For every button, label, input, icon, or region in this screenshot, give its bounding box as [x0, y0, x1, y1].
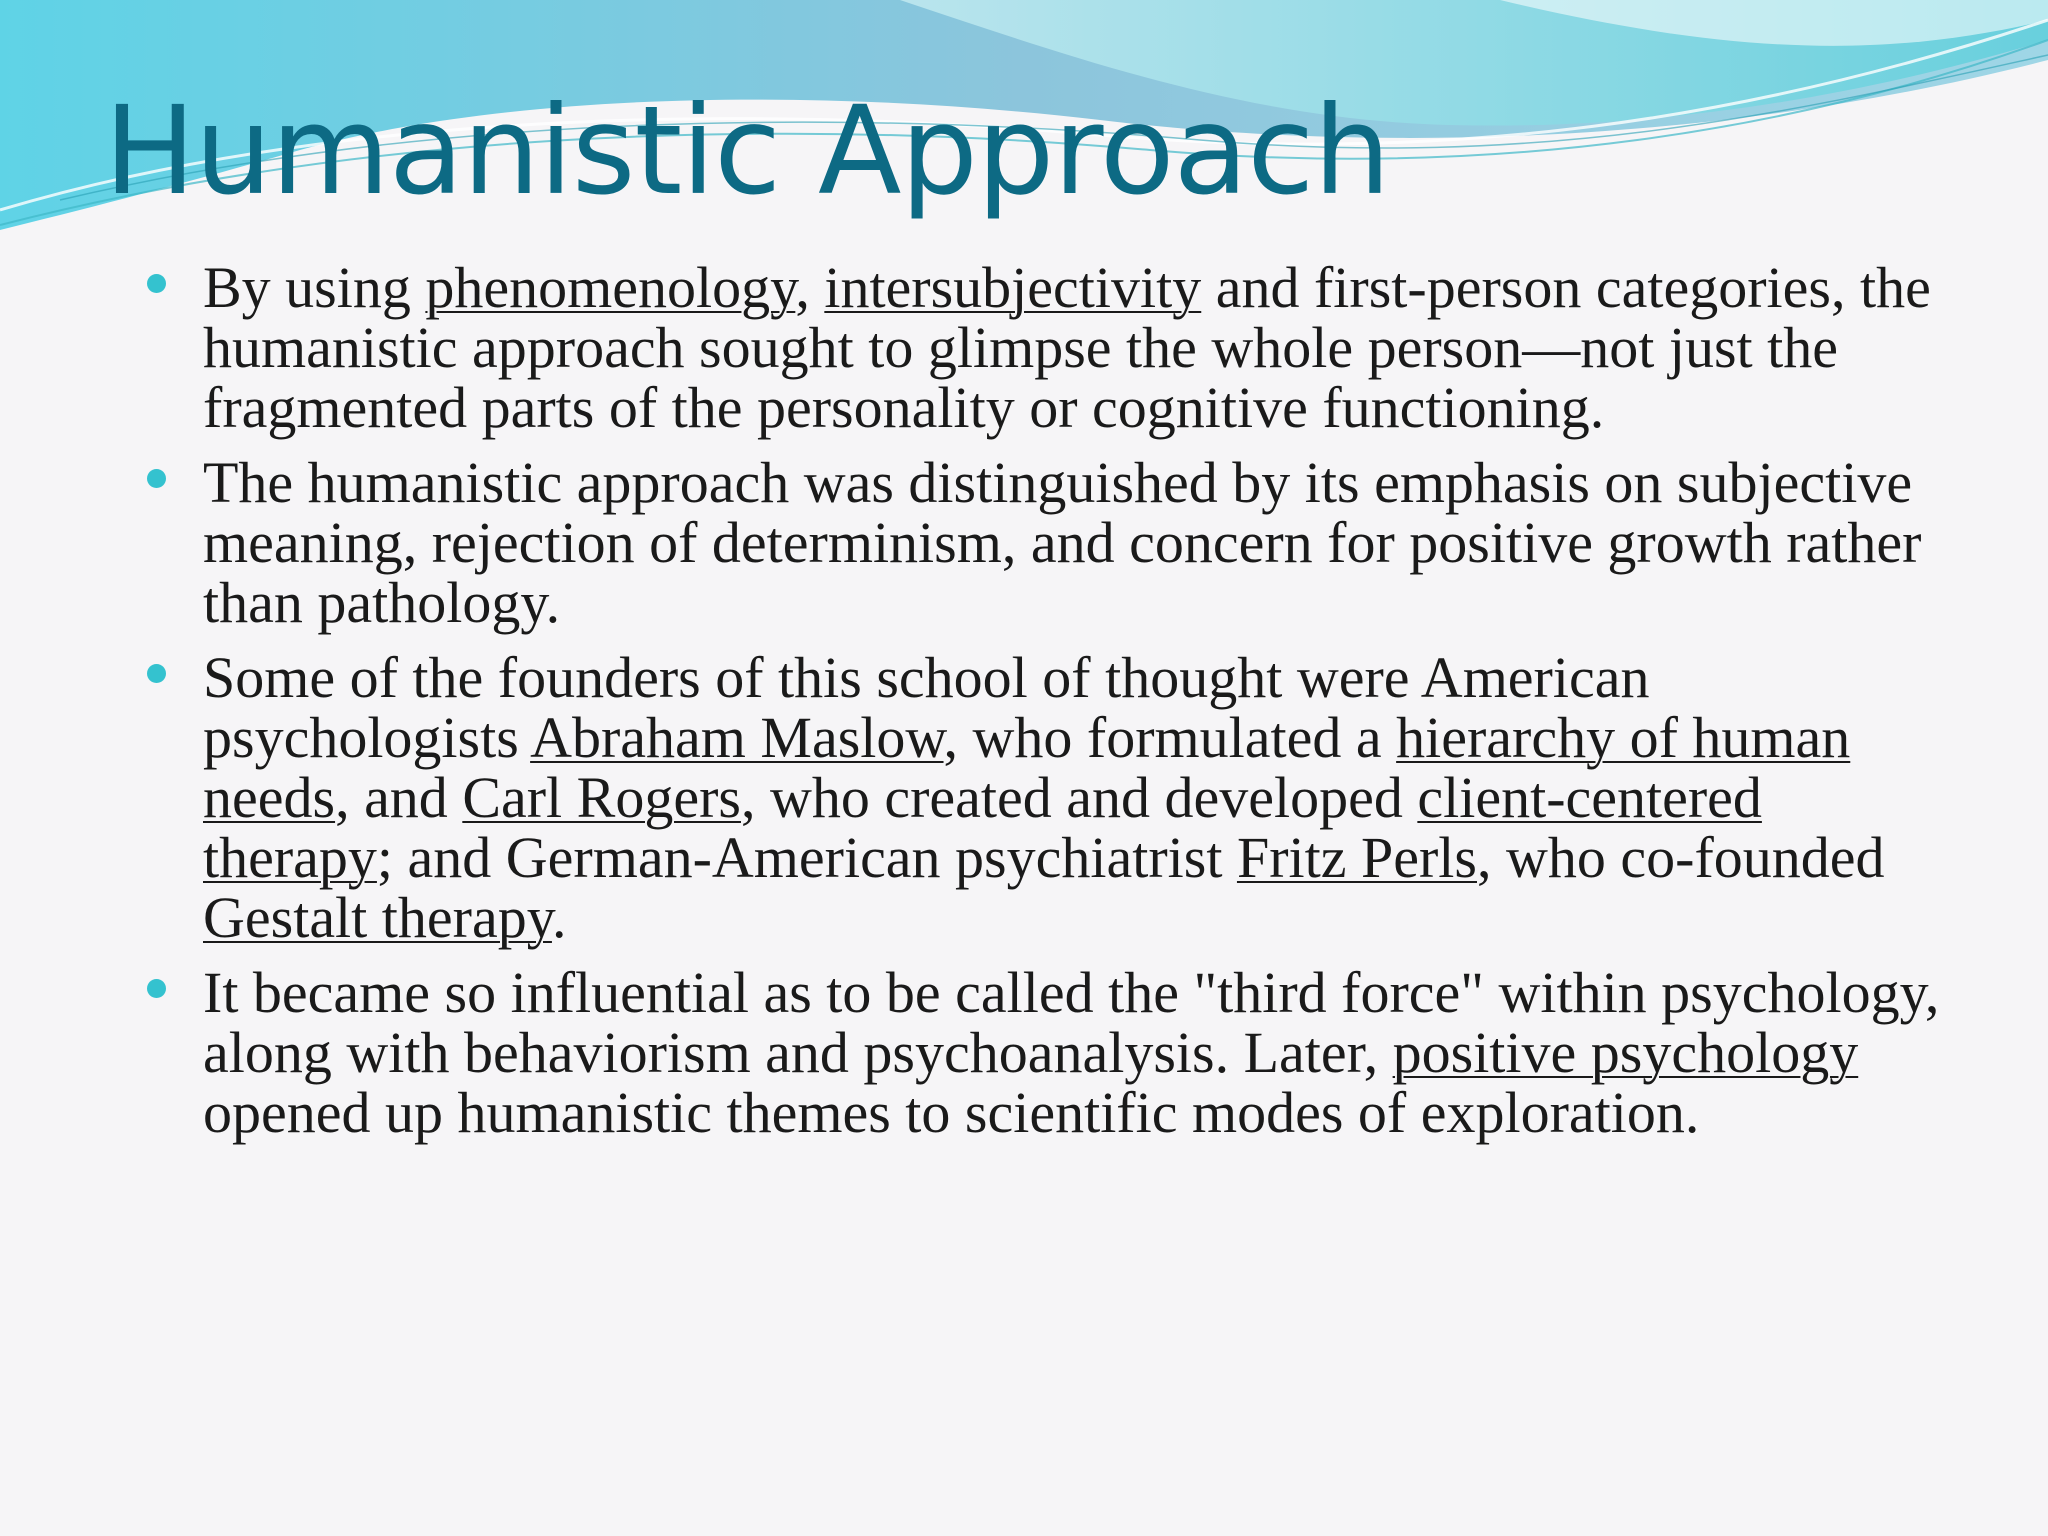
underlined-term: Abraham Maslow	[530, 705, 944, 770]
underlined-term: Gestalt therapy	[203, 885, 552, 950]
bullet-dot-icon	[147, 274, 166, 293]
bullet-item	[140, 450, 1960, 635]
bullet-text: , who formulated a	[943, 705, 1397, 770]
underlined-term: phenomenology	[425, 255, 796, 320]
bullet-text: opened up humanistic themes to scientific modes of exploration.	[203, 1080, 1700, 1145]
underlined-term: intersubjectivity	[824, 255, 1202, 320]
underlined-term: positive psychology	[1392, 1020, 1859, 1085]
bullet-text: The humanistic approach was distinguished by its emphasis on subjective meaning, rejection of determinism, and concern for positive growth rather than pathology.	[203, 450, 1922, 635]
bullet-dot-icon	[147, 979, 166, 998]
bullet-item	[140, 645, 1960, 950]
bullet-text: .	[551, 885, 567, 950]
bullet-text: ; and German-American psychiatrist	[376, 825, 1237, 890]
underlined-term: hierarchy of human needs	[203, 705, 1851, 830]
bullet-text: It became so influential as to be called the "third force" within psychology, along with behaviorism and psychoanalysis. Later,	[203, 960, 1940, 1085]
bullet-text: , who co-founded	[1477, 825, 1885, 890]
bullet-text: , and	[335, 765, 463, 830]
underlined-term: client-centered therapy	[203, 765, 1762, 890]
bullet-dot-icon	[147, 469, 166, 488]
underlined-term: Carl Rogers	[462, 765, 741, 830]
bullet-text: Some of the founders of this school of thought were American psychologists	[203, 645, 1650, 770]
bullet-item	[140, 960, 1960, 1145]
bullet-item	[140, 255, 1960, 440]
bullet-dot-icon	[147, 664, 166, 683]
underlined-term: Fritz Perls	[1236, 825, 1477, 890]
bullet-text: and first-person categories, the humanistic approach sought to glimpse the whole person—not just the fragmented parts of the personality or cognitive functioning.	[203, 255, 1931, 440]
slide-title: Humanistic Approach	[104, 80, 1390, 222]
bullet-list	[140, 255, 1960, 1145]
bullet-text: ,	[795, 255, 825, 320]
bullet-text: , who created and developed	[740, 765, 1418, 830]
bullet-text: By using	[203, 255, 426, 320]
